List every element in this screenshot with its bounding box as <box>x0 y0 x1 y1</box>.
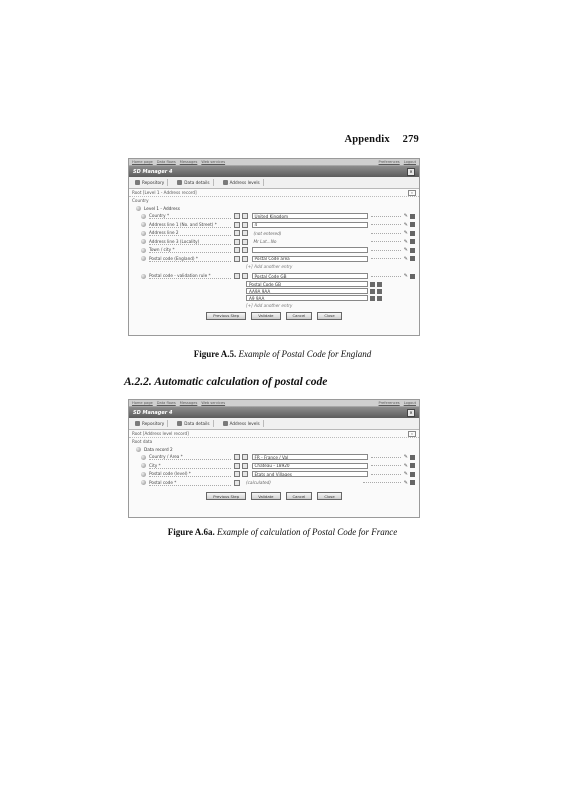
history-icon[interactable] <box>242 230 248 236</box>
nav-link[interactable]: Web services <box>201 160 226 164</box>
nav-link[interactable]: Home page <box>132 160 153 164</box>
breadcrumb <box>129 430 419 438</box>
history-icon[interactable] <box>242 239 248 245</box>
edit-icon[interactable]: ✎ <box>403 230 408 237</box>
field-actions <box>404 463 415 469</box>
tool-label: Repository <box>142 180 165 185</box>
details-icon <box>177 421 182 426</box>
folder-icon <box>135 421 140 426</box>
field-actions <box>404 222 415 228</box>
tool-label: Repository <box>142 421 165 426</box>
delete-icon[interactable] <box>410 222 415 227</box>
field-tools <box>234 230 248 236</box>
toolbar <box>129 177 419 189</box>
help-icon[interactable] <box>234 222 240 228</box>
figure-caption <box>0 349 565 359</box>
edit-icon[interactable]: ✎ <box>403 213 408 220</box>
previous-step-button[interactable]: Previous Step <box>206 312 246 320</box>
tool-data-details[interactable] <box>174 420 213 427</box>
nav-link[interactable]: Messages <box>179 160 198 164</box>
form-row <box>129 255 419 264</box>
list-item <box>246 281 419 288</box>
history-icon[interactable] <box>242 247 248 253</box>
field-tools <box>234 256 248 262</box>
field-actions <box>404 230 415 236</box>
delete-icon[interactable] <box>410 248 415 253</box>
field-actions <box>404 247 415 253</box>
leader-line <box>371 224 401 225</box>
delete-icon[interactable] <box>410 472 415 477</box>
history-icon[interactable] <box>242 256 248 262</box>
folder-icon <box>135 180 140 185</box>
help-icon[interactable] <box>234 454 240 460</box>
group-header[interactable] <box>129 204 419 212</box>
field-label: Country / Area * <box>149 454 231 460</box>
edit-icon[interactable]: ✎ <box>403 247 408 254</box>
leader-line <box>371 457 401 458</box>
field-tools <box>234 463 248 469</box>
expand-icon[interactable] <box>136 447 141 452</box>
field-status-icon <box>141 480 146 485</box>
list-item <box>246 288 419 295</box>
field-tools <box>234 480 240 486</box>
tool-label: Data details <box>184 421 210 426</box>
move-icon[interactable] <box>370 289 375 294</box>
section-heading: A.2.2. Automatic calculation of postal code <box>124 376 328 388</box>
field-label: Postal code * <box>149 480 231 486</box>
toolbar <box>129 418 419 430</box>
figure-number: Figure A.6a. <box>167 527 215 537</box>
nav-link[interactable]: Messages <box>179 401 198 405</box>
help-icon[interactable] <box>234 480 240 486</box>
nav-link[interactable]: Home page <box>132 401 153 405</box>
tool-label: Data details <box>184 180 210 185</box>
field-value[interactable]: Mr Lat...No <box>253 239 277 245</box>
move-icon[interactable] <box>370 296 375 301</box>
field-actions <box>404 454 415 460</box>
nav-strip <box>129 400 419 407</box>
edit-icon[interactable]: ✎ <box>403 462 408 469</box>
field-value[interactable] <box>252 247 368 253</box>
field-actions <box>404 471 415 477</box>
field-label: Address line 1 (No. and Street) * <box>149 222 231 228</box>
list-item <box>246 295 419 302</box>
form-buttons <box>129 312 419 320</box>
field-value[interactable]: Etats and Villages <box>252 471 368 477</box>
field-value[interactable]: 4 <box>252 222 368 228</box>
nav-link[interactable]: Logout <box>403 160 416 164</box>
field-status-icon <box>141 239 146 244</box>
collapse-button[interactable]: « <box>408 431 416 437</box>
form-row <box>129 229 419 238</box>
help-icon[interactable] <box>234 239 240 245</box>
help-icon[interactable] <box>234 256 240 262</box>
field-label: Address line 3 (Locality) <box>149 239 231 245</box>
field-status-icon <box>141 455 146 460</box>
cancel-button[interactable]: Cancel <box>286 492 313 500</box>
cancel-button[interactable]: Cancel <box>286 312 313 320</box>
window-title: SD Manager 4 <box>133 168 173 175</box>
close-button[interactable]: Close <box>317 492 341 500</box>
leader-line <box>371 241 401 242</box>
close-button[interactable]: Close <box>317 312 341 320</box>
breadcrumb-text: Root [Address level record] <box>132 431 189 436</box>
form-row <box>129 272 419 281</box>
form-buttons <box>129 492 419 500</box>
help-icon[interactable] <box>234 230 240 236</box>
levels-icon <box>223 180 228 185</box>
field-value[interactable]: (not entered) <box>253 230 282 236</box>
field-status-icon <box>141 463 146 468</box>
history-icon[interactable] <box>242 471 248 477</box>
delete-icon[interactable] <box>410 480 415 485</box>
edit-icon[interactable]: ✎ <box>403 471 408 478</box>
tool-address-levels[interactable] <box>220 420 264 427</box>
help-icon[interactable] <box>234 463 240 469</box>
validate-button[interactable]: Validate <box>251 312 280 320</box>
remove-icon[interactable] <box>377 296 382 301</box>
remove-icon[interactable] <box>377 282 382 287</box>
field-label: Postal code (England) * <box>149 256 231 262</box>
form-row <box>129 238 419 247</box>
list-value[interactable]: AA9A 9AA <box>246 288 368 294</box>
field-status-icon <box>141 256 146 261</box>
nav-link[interactable]: Web services <box>201 401 226 405</box>
edit-icon[interactable]: ✎ <box>403 221 408 228</box>
nav-link[interactable]: Data flows <box>156 401 176 405</box>
help-icon[interactable] <box>234 471 240 477</box>
figure-a6a-screenshot <box>128 399 420 518</box>
leader-line <box>371 258 401 259</box>
move-icon[interactable] <box>370 282 375 287</box>
field-actions <box>404 273 415 279</box>
delete-icon[interactable] <box>410 274 415 279</box>
collapse-button[interactable]: « <box>408 190 416 196</box>
field-value[interactable]: Chateau - 18920 <box>252 463 368 469</box>
window-title: SD Manager 4 <box>133 409 173 416</box>
delete-icon[interactable] <box>410 231 415 236</box>
field-tools <box>234 247 248 253</box>
field-actions <box>404 256 415 262</box>
context-label: Country <box>132 198 149 203</box>
breadcrumb <box>129 189 419 197</box>
nav-link[interactable]: Preferences <box>378 160 400 164</box>
figure-caption-text: Example of calculation of Postal Code for France <box>217 527 398 537</box>
add-entry-link[interactable]: [+] Add another entry <box>246 264 293 269</box>
postal-code-list <box>129 263 419 270</box>
edit-icon[interactable]: ✎ <box>403 479 408 486</box>
group-title: Level 1 - Address <box>144 205 180 211</box>
delete-icon[interactable] <box>410 239 415 244</box>
history-icon[interactable] <box>242 454 248 460</box>
field-status-icon <box>141 214 146 219</box>
field-tools <box>234 471 248 477</box>
figure-a5-screenshot <box>128 158 420 336</box>
levels-icon <box>223 421 228 426</box>
group-title: Data record 2 <box>144 446 173 452</box>
field-tools <box>234 222 248 228</box>
nav-link[interactable]: Preferences <box>378 401 400 405</box>
field-label: Postal code (level) * <box>149 471 231 477</box>
history-icon[interactable] <box>242 222 248 228</box>
tool-label: Address levels <box>229 180 260 185</box>
page-number: 279 <box>402 134 419 145</box>
history-icon[interactable] <box>242 463 248 469</box>
list-value[interactable]: Postal Code GB <box>246 281 368 287</box>
nav-link[interactable]: Logout <box>403 401 416 405</box>
nav-strip <box>129 159 419 166</box>
leader-line <box>371 233 401 234</box>
form-row <box>129 221 419 230</box>
validate-button[interactable]: Validate <box>251 492 280 500</box>
running-head <box>344 134 419 145</box>
form-row <box>129 462 419 471</box>
leader-line <box>371 474 401 475</box>
edit-icon[interactable]: ✎ <box>403 255 408 262</box>
list-item <box>246 263 419 270</box>
field-tools <box>234 239 248 245</box>
form-row <box>129 479 419 488</box>
edit-icon[interactable]: ✎ <box>403 454 408 461</box>
close-icon[interactable]: × <box>407 409 415 417</box>
previous-step-button[interactable]: Previous Step <box>206 492 246 500</box>
window-title-bar <box>129 166 419 177</box>
tool-label: Address levels <box>229 421 260 426</box>
add-entry-link[interactable]: [+] Add another entry <box>246 302 293 308</box>
leader-line <box>371 276 401 277</box>
field-label: City * <box>149 463 231 469</box>
window-title-bar <box>129 407 419 418</box>
field-label: Address line 2 <box>149 230 231 236</box>
field-tools <box>234 213 248 219</box>
help-icon[interactable] <box>234 247 240 253</box>
field-value: (calculated) <box>246 480 271 486</box>
field-label: Postal code - validation rule * <box>149 273 231 279</box>
running-head-section: Appendix <box>344 134 390 145</box>
delete-icon[interactable] <box>410 455 415 460</box>
tool-repository[interactable] <box>132 179 168 186</box>
group-header[interactable] <box>129 445 419 453</box>
expand-icon[interactable] <box>136 206 141 211</box>
field-tools <box>234 454 248 460</box>
context-label: Root data <box>132 439 153 444</box>
field-status-icon <box>141 231 146 236</box>
form-row <box>129 212 419 221</box>
form-row <box>129 470 419 479</box>
validation-rule-list <box>129 281 419 309</box>
field-label: Country * <box>149 213 231 219</box>
edit-icon[interactable]: ✎ <box>403 238 408 245</box>
delete-icon[interactable] <box>410 463 415 468</box>
tool-repository[interactable] <box>132 420 168 427</box>
field-status-icon <box>141 248 146 253</box>
leader-line <box>363 482 401 483</box>
field-status-icon <box>141 472 146 477</box>
close-icon[interactable]: × <box>407 168 415 176</box>
figure-caption-text: Example of Postal Code for England <box>238 349 372 359</box>
help-icon[interactable] <box>234 273 240 279</box>
history-icon[interactable] <box>242 213 248 219</box>
field-actions <box>404 480 415 486</box>
leader-line <box>371 216 401 217</box>
tool-data-details[interactable] <box>174 179 213 186</box>
edit-icon[interactable]: ✎ <box>403 273 408 280</box>
details-icon <box>177 180 182 185</box>
tool-address-levels[interactable] <box>220 179 264 186</box>
field-tools <box>234 273 248 279</box>
figure-number: Figure A.5. <box>193 349 237 359</box>
field-value[interactable]: Postal Code area <box>252 256 368 262</box>
remove-icon[interactable] <box>377 289 382 294</box>
history-icon[interactable] <box>242 273 248 279</box>
list-item <box>246 302 419 309</box>
breadcrumb-text: Root [Level 1 - Address record] <box>132 190 197 195</box>
field-status-icon <box>141 222 146 227</box>
field-status-icon <box>141 274 146 279</box>
form-row <box>129 453 419 462</box>
field-label: Town / city * <box>149 247 231 253</box>
figure-caption <box>0 527 565 537</box>
help-icon[interactable] <box>234 213 240 219</box>
list-value[interactable]: A9 9AA <box>246 295 368 301</box>
delete-icon[interactable] <box>410 256 415 261</box>
leader-line <box>371 465 401 466</box>
delete-icon[interactable] <box>410 214 415 219</box>
field-actions <box>404 239 415 245</box>
field-actions <box>404 213 415 219</box>
field-value[interactable]: FR - France / Val <box>252 454 368 460</box>
leader-line <box>371 250 401 251</box>
nav-link[interactable]: Data flows <box>156 160 176 164</box>
form-row <box>129 246 419 255</box>
field-value[interactable]: United Kingdom <box>252 213 368 219</box>
field-value[interactable]: Postal Code GB <box>252 273 368 279</box>
